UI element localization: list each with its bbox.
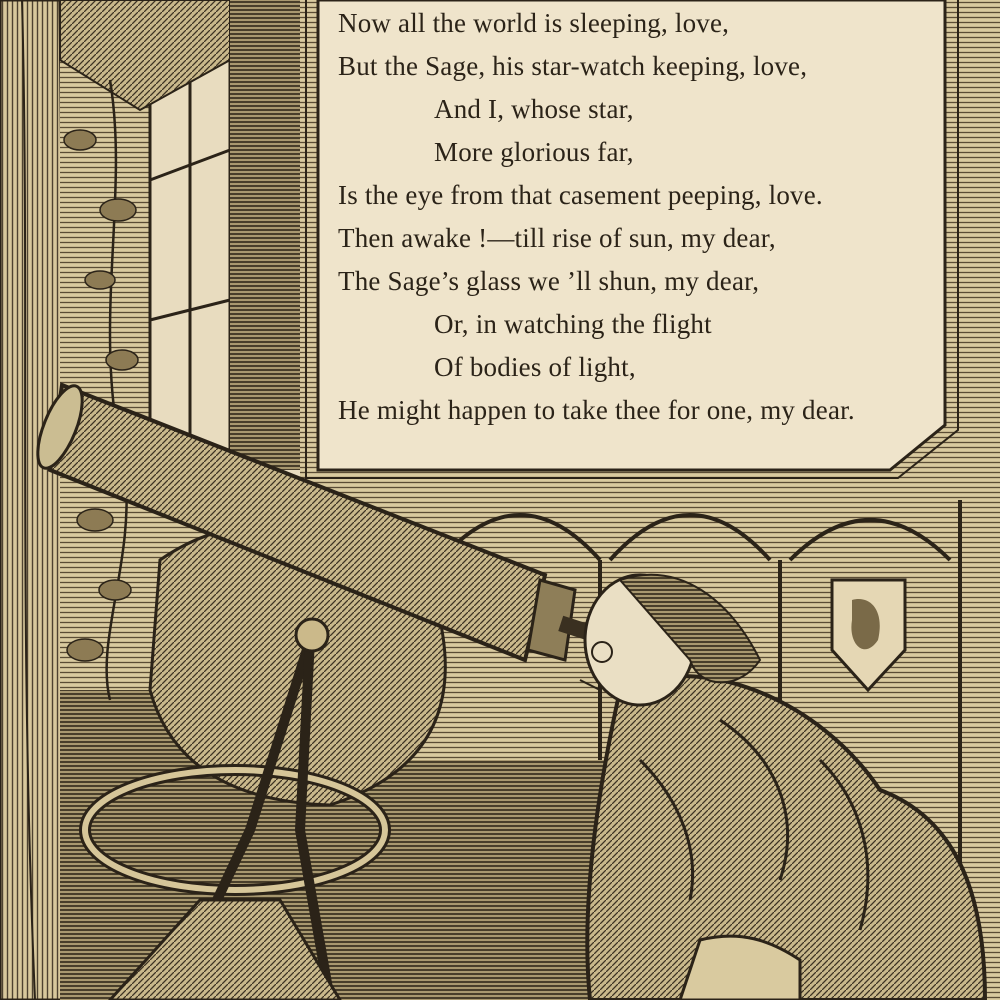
poem-line: Then awake !—till rise of sun, my dear,	[338, 223, 776, 253]
poem-line: Or, in watching the flight	[434, 309, 712, 339]
poem-text-panel	[318, 0, 950, 470]
poem-line: Is the eye from that casement peeping, love.	[338, 180, 823, 210]
poem-line: Now all the world is sleeping, love,	[338, 8, 730, 38]
poem-line: He might happen to take thee for one, my dear.	[338, 395, 855, 425]
poem-line: Of bodies of light,	[434, 352, 636, 382]
poem-line: More glorious far,	[434, 137, 634, 167]
poem-line: But the Sage, his star-watch keeping, love,	[338, 51, 808, 81]
poem-line: The Sage’s glass we ’ll shun, my dear,	[338, 266, 760, 296]
curtain	[0, 0, 70, 1000]
pillar	[230, 0, 300, 470]
poem-line: And I, whose star,	[434, 94, 634, 124]
